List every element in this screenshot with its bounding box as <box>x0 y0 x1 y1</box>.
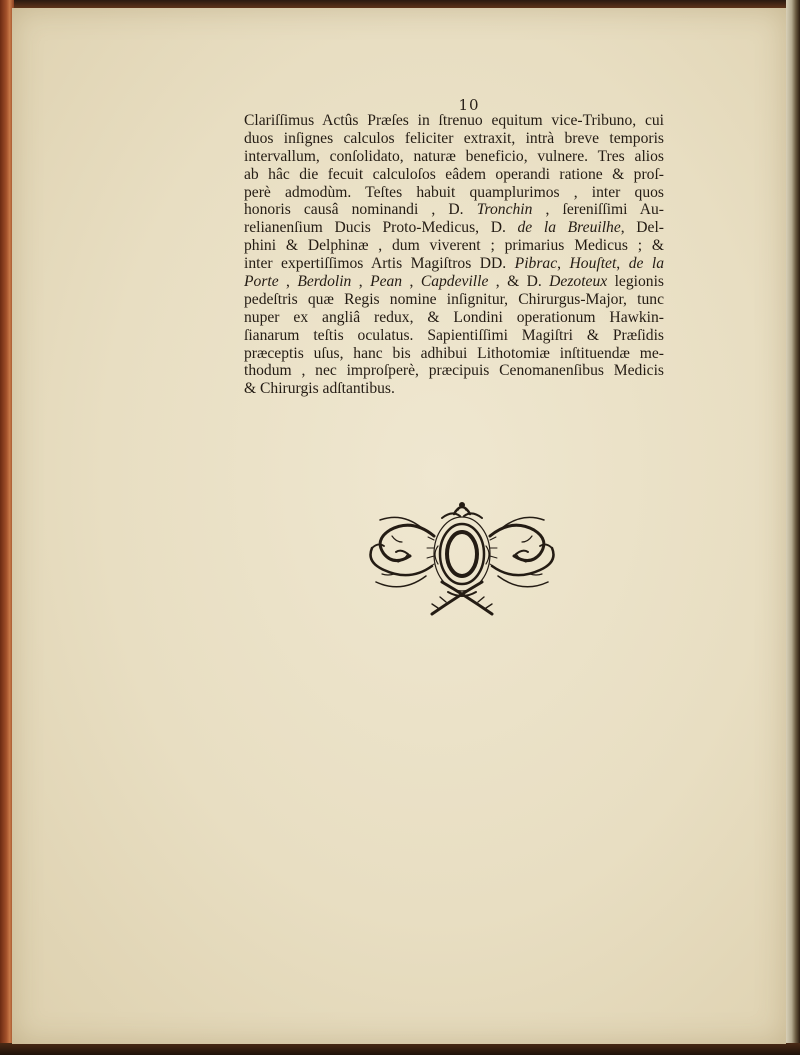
text-run: ſianarum teſtis oculatus. Sapientiſſimi Magiſtri & Præſidis <box>244 326 664 344</box>
italic-name: de la Breuilhe <box>517 219 621 237</box>
text-run: intervallum, conſolidato, naturæ beneficio, vulnere. Tres alios <box>244 147 664 165</box>
text-line <box>244 112 664 130</box>
text-run: phini & Delphinæ , dum viverent ; primarius Medicus ; & <box>244 237 664 255</box>
text-run: , ſereniſſimi Au- <box>532 201 664 219</box>
book-board-right <box>786 0 800 1055</box>
page-number: 10 <box>458 96 480 114</box>
text-line <box>244 201 664 219</box>
text-run: thodum , nec improſperè, præcipuis Cenomanenſibus Medicis <box>244 362 664 380</box>
text-line <box>244 380 664 398</box>
text-run: , <box>616 255 629 273</box>
text-line <box>244 148 664 166</box>
italic-name: Pibrac <box>514 255 558 273</box>
text-run: relianenſium Ducis Proto-Medicus, D. <box>244 219 518 237</box>
text-line <box>244 166 664 184</box>
text-run: , <box>557 255 570 273</box>
text-line <box>244 255 664 273</box>
text-run: ab hâc die fecuit calculoſos eâdem operandi ratione & proſ- <box>244 165 664 183</box>
text-run: , <box>351 273 371 291</box>
text-run: , & D. <box>488 273 550 291</box>
text-line <box>244 219 664 237</box>
text-run: Clariſſimus Actûs Præſes in ſtrenuo equitum vice-Tribuno, cui <box>244 112 664 129</box>
italic-name: Tronchin <box>476 201 533 219</box>
italic-name: Berdolin <box>297 273 352 291</box>
text-line <box>244 291 664 309</box>
text-line <box>244 184 664 202</box>
text-run: perè admodùm. Teſtes habuit quamplurimos , inter quos <box>244 183 664 201</box>
italic-name: Dezoteux <box>549 273 608 291</box>
text-line <box>244 237 664 255</box>
text-run: honoris causâ nominandi , D. <box>244 201 477 219</box>
text-line <box>244 309 664 327</box>
text-line <box>244 345 664 363</box>
text-run: præceptis uſus, hanc bis adhibui Lithotomiæ inſtituendæ me- <box>244 344 664 362</box>
text-run: nuper ex angliâ redux, & Londini operationum Hawkin- <box>244 308 664 326</box>
text-line <box>244 362 664 380</box>
text-run: legionis <box>607 273 664 291</box>
text-line <box>244 327 664 345</box>
text-run: , <box>278 273 298 291</box>
text-run: inter expertiſſimos Artis Magiſtros DD. <box>244 255 515 273</box>
text-run: pedeſtris quæ Regis nomine inſignitur, Chirurgus-Major, tunc <box>244 290 664 308</box>
book-page <box>12 8 786 1044</box>
italic-name: Porte <box>244 273 279 291</box>
italic-name: Pean <box>370 273 403 291</box>
text-run: & Chirurgis adſtantibus. <box>244 380 395 398</box>
cartouche-vignette-icon <box>362 496 562 621</box>
text-run: , <box>402 273 421 291</box>
text-line <box>244 130 664 148</box>
book-board-bottom <box>0 1043 800 1055</box>
text-line <box>244 273 664 291</box>
text-run: , Del- <box>620 219 664 237</box>
text-run: duos inſignes calculos feliciter extraxit, intrà breve temporis <box>244 129 664 147</box>
italic-name: Houſtet <box>569 255 617 273</box>
italic-name: Capdeville <box>420 273 489 291</box>
body-text <box>244 112 664 398</box>
italic-name: de la <box>628 255 665 273</box>
